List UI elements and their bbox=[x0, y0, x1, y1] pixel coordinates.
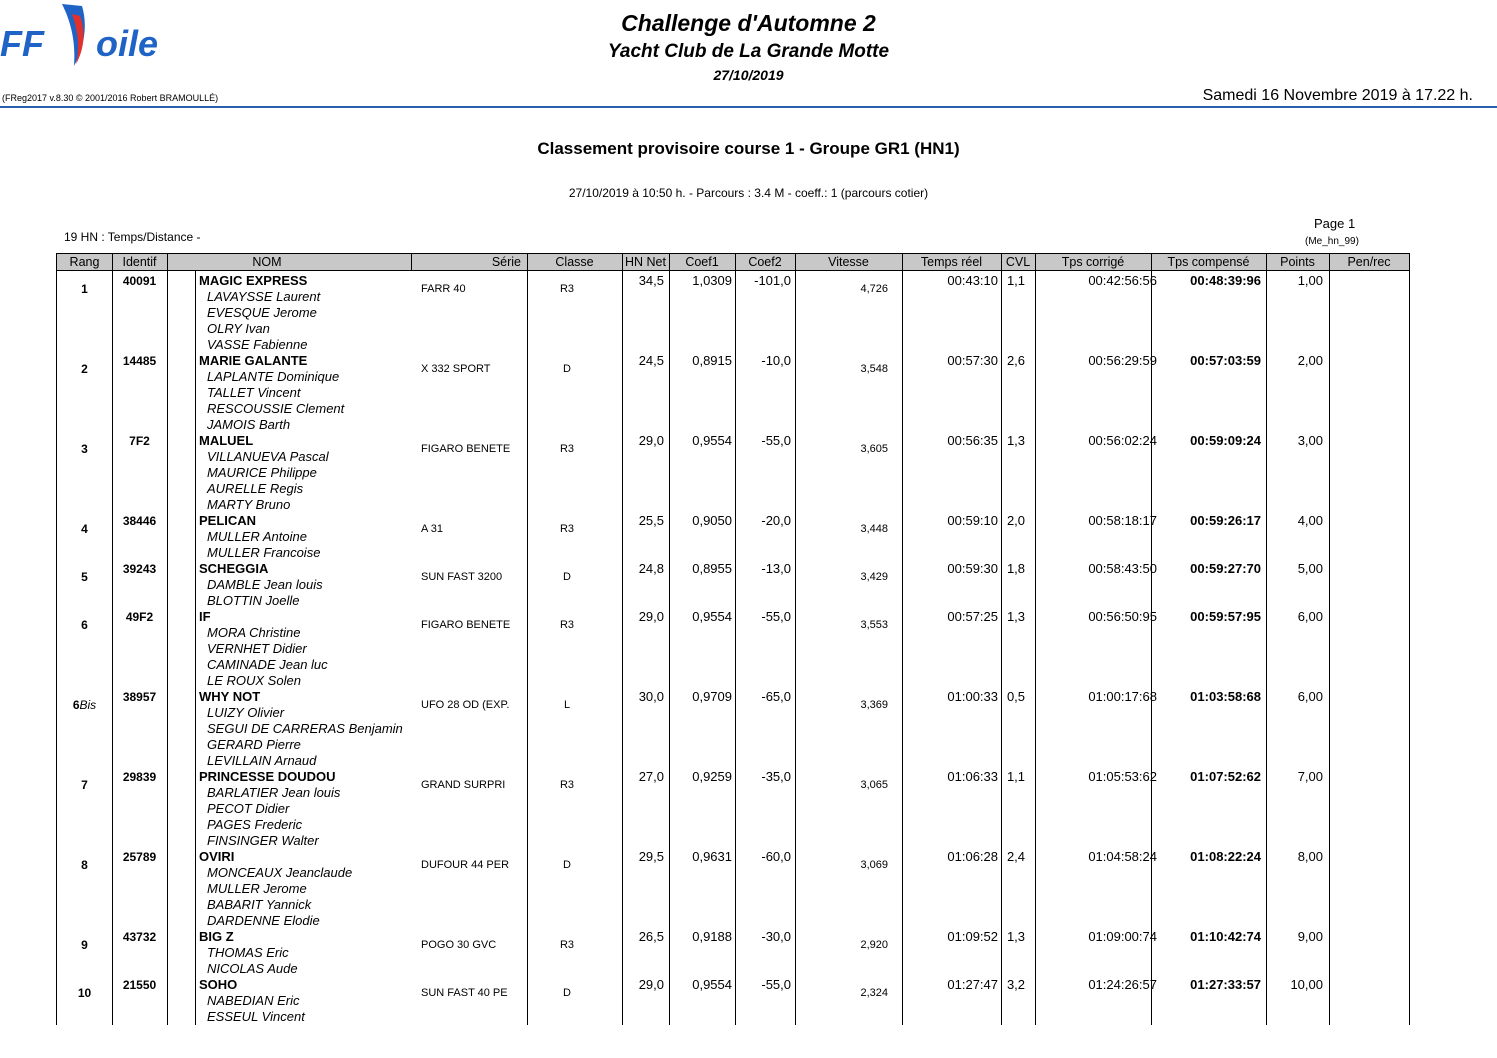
crew-member: MORA Christine bbox=[207, 625, 301, 640]
tps-compense-cell: 00:59:57:95 bbox=[1190, 609, 1261, 624]
rank-cell: 10 bbox=[77, 986, 92, 1000]
classe-cell: D bbox=[563, 859, 571, 871]
table-row bbox=[57, 513, 1409, 561]
crew-member: MARTY Bruno bbox=[207, 497, 291, 512]
header-classe: Classe bbox=[555, 255, 594, 269]
coef2-cell: -13,0 bbox=[761, 561, 791, 576]
boat-name: OVIRI bbox=[199, 849, 235, 864]
temps-reel-cell: 00:59:30 bbox=[947, 561, 998, 576]
page-reference: (Me_hn_99) bbox=[1305, 236, 1359, 247]
rank-cell: 7 bbox=[81, 778, 88, 792]
points-cell: 1,00 bbox=[1297, 273, 1323, 288]
boat-name: BIG Z bbox=[199, 929, 234, 944]
table-row bbox=[57, 273, 1409, 353]
temps-reel-cell: 01:09:52 bbox=[947, 929, 998, 944]
serie-cell: A 31 bbox=[421, 523, 444, 535]
tps-corrige-cell: 00:58:18:17 bbox=[1088, 513, 1157, 528]
header-tps-compense: Tps compensé bbox=[1167, 255, 1250, 269]
coef1-cell: 0,9188 bbox=[692, 929, 732, 944]
table-row bbox=[57, 849, 1409, 929]
hn-net-cell: 29,5 bbox=[638, 849, 664, 864]
points-cell: 8,00 bbox=[1297, 849, 1323, 864]
header-coef1: Coef1 bbox=[685, 255, 719, 269]
classe-cell: R3 bbox=[559, 939, 575, 951]
page-number: Page 1 bbox=[1314, 216, 1356, 231]
serie-cell: SUN FAST 40 PE bbox=[421, 987, 508, 999]
vitesse-cell: 3,369 bbox=[860, 699, 888, 711]
header-identif: Identif bbox=[122, 255, 157, 269]
serie-cell: SUN FAST 3200 bbox=[421, 571, 503, 583]
vitesse-cell: 2,324 bbox=[860, 987, 888, 999]
rank-cell: 4 bbox=[81, 522, 88, 536]
crew-member: BARLATIER Jean louis bbox=[207, 785, 341, 800]
tps-compense-cell: 00:59:09:24 bbox=[1190, 433, 1261, 448]
vitesse-cell: 3,605 bbox=[860, 443, 888, 455]
software-version: (FReg2017 v.8.30 © 2001/2016 Robert BRAMOULLÉ) bbox=[2, 93, 219, 103]
tps-compense-cell: 00:59:26:17 bbox=[1190, 513, 1261, 528]
crew-member: SEGUI DE CARRERAS Benjamin bbox=[207, 721, 403, 736]
rank-cell: 3 bbox=[81, 442, 88, 456]
tps-corrige-cell: 01:04:58:24 bbox=[1088, 849, 1157, 864]
header-tps-corrige: Tps corrigé bbox=[1061, 255, 1125, 269]
classe-cell: R3 bbox=[559, 523, 575, 535]
cvl-cell: 3,2 bbox=[1006, 977, 1026, 992]
points-cell: 7,00 bbox=[1297, 769, 1323, 784]
rank-cell: 9 bbox=[81, 938, 88, 952]
rank-cell: 5 bbox=[81, 570, 88, 584]
crew-member: NABEDIAN Eric bbox=[207, 993, 300, 1008]
boat-name: SCHEGGIA bbox=[199, 561, 269, 576]
points-cell: 6,00 bbox=[1297, 689, 1323, 704]
crew-member: VERNHET Didier bbox=[207, 641, 307, 656]
header-divider bbox=[0, 106, 1497, 108]
boat-name: WHY NOT bbox=[199, 689, 261, 704]
vitesse-cell: 3,069 bbox=[860, 859, 888, 871]
boat-name: MARIE GALANTE bbox=[199, 353, 308, 368]
temps-reel-cell: 00:43:10 bbox=[947, 273, 998, 288]
crew-member: JAMOIS Barth bbox=[207, 417, 291, 432]
tps-compense-cell: 00:57:03:59 bbox=[1190, 353, 1261, 368]
identif-cell: 21550 bbox=[122, 978, 157, 992]
coef1-cell: 1,0309 bbox=[692, 273, 732, 288]
crew-member: VASSE Fabienne bbox=[207, 337, 308, 352]
classe-cell: L bbox=[563, 699, 571, 711]
hn-net-cell: 24,5 bbox=[638, 353, 664, 368]
serie-cell: DUFOUR 44 PER bbox=[421, 859, 510, 871]
vitesse-cell: 3,429 bbox=[860, 571, 888, 583]
table-row bbox=[57, 977, 1409, 1025]
crew-member: PAGES Frederic bbox=[207, 817, 303, 832]
boat-name: PRINCESSE DOUDOU bbox=[199, 769, 336, 784]
crew-member: TALLET Vincent bbox=[207, 385, 301, 400]
cvl-cell: 0,5 bbox=[1006, 689, 1026, 704]
points-cell: 10,00 bbox=[1290, 977, 1323, 992]
vitesse-cell: 3,553 bbox=[860, 619, 888, 631]
tps-corrige-cell: 01:00:17:68 bbox=[1088, 689, 1157, 704]
rank-cell: 6Bis bbox=[72, 698, 97, 712]
coef1-cell: 0,9259 bbox=[692, 769, 732, 784]
tps-corrige-cell: 01:24:26:57 bbox=[1088, 977, 1157, 992]
coef1-cell: 0,8955 bbox=[692, 561, 732, 576]
crew-member: CAMINADE Jean luc bbox=[207, 657, 328, 672]
crew-member: MULLER Jerome bbox=[207, 881, 307, 896]
coef2-cell: -35,0 bbox=[761, 769, 791, 784]
temps-reel-cell: 00:57:25 bbox=[947, 609, 998, 624]
coef1-cell: 0,9050 bbox=[692, 513, 732, 528]
hn-net-cell: 34,5 bbox=[638, 273, 664, 288]
table-row bbox=[57, 353, 1409, 433]
crew-member: LUIZY Olivier bbox=[207, 705, 285, 720]
crew-member: DAMBLE Jean louis bbox=[207, 577, 323, 592]
crew-member: GERARD Pierre bbox=[207, 737, 301, 752]
hn-net-cell: 29,0 bbox=[638, 977, 664, 992]
coef2-cell: -20,0 bbox=[761, 513, 791, 528]
crew-member: AURELLE Regis bbox=[207, 481, 304, 496]
tps-corrige-cell: 00:58:43:50 bbox=[1088, 561, 1157, 576]
boat-name: IF bbox=[199, 609, 211, 624]
coef2-cell: -10,0 bbox=[761, 353, 791, 368]
results-table bbox=[56, 253, 1410, 1025]
points-cell: 5,00 bbox=[1297, 561, 1323, 576]
tps-compense-cell: 00:48:39:96 bbox=[1190, 273, 1261, 288]
identif-cell: 39243 bbox=[122, 562, 157, 576]
boat-name: MAGIC EXPRESS bbox=[199, 273, 308, 288]
boat-name: SOHO bbox=[199, 977, 238, 992]
classe-cell: D bbox=[563, 987, 571, 999]
classe-cell: R3 bbox=[559, 619, 575, 631]
classement-title: Classement provisoire course 1 - Groupe GR1 (HN1) bbox=[537, 139, 960, 158]
vitesse-cell: 4,726 bbox=[860, 283, 888, 295]
cvl-cell: 1,3 bbox=[1006, 609, 1026, 624]
crew-member: FINSINGER Walter bbox=[207, 833, 319, 848]
crew-member: LEVILLAIN Arnaud bbox=[207, 753, 317, 768]
coef1-cell: 0,9709 bbox=[692, 689, 732, 704]
coef1-cell: 0,9554 bbox=[692, 977, 732, 992]
tps-corrige-cell: 00:56:50:95 bbox=[1088, 609, 1157, 624]
temps-reel-cell: 00:57:30 bbox=[947, 353, 998, 368]
serie-cell: FARR 40 bbox=[421, 283, 466, 295]
header-temps-reel: Temps réel bbox=[920, 255, 983, 269]
coef2-cell: -65,0 bbox=[761, 689, 791, 704]
crew-member: MONCEAUX Jeanclaude bbox=[207, 865, 353, 880]
svg-text:FF: FF bbox=[0, 23, 44, 64]
table-header bbox=[57, 253, 1409, 271]
club-name: Yacht Club de La Grande Motte bbox=[607, 41, 890, 62]
points-cell: 3,00 bbox=[1297, 433, 1323, 448]
crew-member: ESSEUL Vincent bbox=[207, 1009, 305, 1024]
classe-cell: R3 bbox=[559, 779, 575, 791]
crew-member: NICOLAS Aude bbox=[207, 961, 298, 976]
crew-member: EVESQUE Jerome bbox=[207, 305, 317, 320]
coef2-cell: -60,0 bbox=[761, 849, 791, 864]
identif-cell: 14485 bbox=[122, 354, 157, 368]
header-hn-net: HN Net bbox=[625, 255, 666, 269]
serie-cell: FIGARO BENETE bbox=[421, 443, 511, 455]
coef1-cell: 0,9554 bbox=[692, 433, 732, 448]
crew-member: LE ROUX Solen bbox=[207, 673, 301, 688]
hn-net-cell: 27,0 bbox=[638, 769, 664, 784]
cvl-cell: 2,6 bbox=[1006, 353, 1026, 368]
tps-compense-cell: 01:27:33:57 bbox=[1190, 977, 1261, 992]
tps-compense-cell: 01:03:58:68 bbox=[1190, 689, 1261, 704]
header-cvl: CVL bbox=[1005, 255, 1031, 269]
header-serie: Série bbox=[491, 255, 521, 269]
crew-member: MAURICE Philippe bbox=[207, 465, 317, 480]
points-cell: 2,00 bbox=[1297, 353, 1323, 368]
identif-cell: 40091 bbox=[122, 274, 157, 288]
classement-subtitle: 27/10/2019 à 10:50 h. - Parcours : 3.4 M - coeff.: 1 (parcours cotier) bbox=[568, 186, 929, 200]
scoring-method: 19 HN : Temps/Distance - bbox=[64, 230, 201, 244]
event-date: 27/10/2019 bbox=[713, 67, 784, 83]
tps-compense-cell: 01:10:42:74 bbox=[1190, 929, 1261, 944]
temps-reel-cell: 01:06:28 bbox=[947, 849, 998, 864]
serie-cell: FIGARO BENETE bbox=[421, 619, 511, 631]
temps-reel-cell: 00:56:35 bbox=[947, 433, 998, 448]
identif-cell: 43732 bbox=[122, 930, 157, 944]
crew-member: PECOT Didier bbox=[207, 801, 290, 816]
cvl-cell: 1,3 bbox=[1006, 433, 1026, 448]
coef2-cell: -55,0 bbox=[761, 433, 791, 448]
crew-member: THOMAS Eric bbox=[207, 945, 289, 960]
crew-member: BABARIT Yannick bbox=[207, 897, 312, 912]
coef1-cell: 0,9631 bbox=[692, 849, 732, 864]
header-vitesse: Vitesse bbox=[828, 255, 869, 269]
points-cell: 9,00 bbox=[1297, 929, 1323, 944]
points-cell: 4,00 bbox=[1297, 513, 1323, 528]
tps-compense-cell: 01:08:22:24 bbox=[1190, 849, 1261, 864]
serie-cell: UFO 28 OD (EXP. bbox=[421, 699, 510, 711]
print-datetime: Samedi 16 Novembre 2019 à 17.22 h. bbox=[1202, 87, 1473, 104]
vitesse-cell: 3,448 bbox=[860, 523, 888, 535]
temps-reel-cell: 01:00:33 bbox=[947, 689, 998, 704]
header-rang: Rang bbox=[69, 255, 100, 269]
svg-text:oile: oile bbox=[96, 23, 159, 64]
identif-cell: 25789 bbox=[122, 850, 157, 864]
table-row bbox=[57, 689, 1409, 769]
table-row bbox=[57, 929, 1409, 977]
header-points: Points bbox=[1280, 255, 1315, 269]
cvl-cell: 2,0 bbox=[1006, 513, 1026, 528]
table-row bbox=[57, 561, 1409, 609]
coef1-cell: 0,8915 bbox=[692, 353, 732, 368]
identif-cell: 29839 bbox=[122, 770, 157, 784]
crew-member: DARDENNE Elodie bbox=[207, 913, 320, 928]
identif-cell: 49F2 bbox=[125, 610, 154, 624]
cvl-cell: 1,3 bbox=[1006, 929, 1026, 944]
crew-member: VILLANUEVA Pascal bbox=[207, 449, 329, 464]
cvl-cell: 1,8 bbox=[1006, 561, 1026, 576]
points-cell: 6,00 bbox=[1297, 609, 1323, 624]
coef2-cell: -30,0 bbox=[761, 929, 791, 944]
boat-name: MALUEL bbox=[199, 433, 254, 448]
hn-net-cell: 29,0 bbox=[638, 609, 664, 624]
tps-corrige-cell: 01:05:53:62 bbox=[1088, 769, 1157, 784]
cvl-cell: 2,4 bbox=[1006, 849, 1026, 864]
rank-cell: 1 bbox=[81, 282, 88, 296]
identif-cell: 38446 bbox=[122, 514, 157, 528]
identif-cell: 38957 bbox=[122, 690, 157, 704]
rank-cell: 2 bbox=[81, 362, 88, 376]
coef1-cell: 0,9554 bbox=[692, 609, 732, 624]
serie-cell: X 332 SPORT bbox=[421, 363, 491, 375]
column-divider bbox=[411, 253, 412, 271]
vitesse-cell: 3,065 bbox=[860, 779, 888, 791]
vitesse-cell: 3,548 bbox=[860, 363, 888, 375]
tps-corrige-cell: 00:56:02:24 bbox=[1088, 433, 1157, 448]
crew-member: RESCOUSSIE Clement bbox=[207, 401, 345, 416]
event-title: Challenge d'Automne 2 bbox=[621, 10, 876, 36]
tps-compense-cell: 01:07:52:62 bbox=[1190, 769, 1261, 784]
tps-compense-cell: 00:59:27:70 bbox=[1190, 561, 1261, 576]
crew-member: MULLER Francoise bbox=[207, 545, 321, 560]
table-row bbox=[57, 609, 1409, 689]
hn-net-cell: 25,5 bbox=[638, 513, 664, 528]
header-nom: NOM bbox=[252, 255, 282, 269]
hn-net-cell: 30,0 bbox=[638, 689, 664, 704]
hn-net-cell: 24,8 bbox=[638, 561, 664, 576]
coef2-cell: -55,0 bbox=[761, 977, 791, 992]
serie-cell: POGO 30 GVC bbox=[421, 939, 497, 951]
header-coef2: Coef2 bbox=[748, 255, 782, 269]
crew-member: LAVAYSSE Laurent bbox=[207, 289, 321, 304]
coef2-cell: -55,0 bbox=[761, 609, 791, 624]
classe-cell: D bbox=[563, 571, 571, 583]
cvl-cell: 1,1 bbox=[1006, 769, 1026, 784]
boat-name: PELICAN bbox=[199, 513, 257, 528]
tps-corrige-cell: 00:56:29:59 bbox=[1088, 353, 1157, 368]
hn-net-cell: 29,0 bbox=[638, 433, 664, 448]
table-row bbox=[57, 433, 1409, 513]
crew-member: MULLER Antoine bbox=[207, 529, 307, 544]
rank-cell: 8 bbox=[81, 858, 88, 872]
temps-reel-cell: 00:59:10 bbox=[947, 513, 998, 528]
tps-corrige-cell: 01:09:00:74 bbox=[1088, 929, 1157, 944]
identif-cell: 7F2 bbox=[129, 434, 150, 448]
crew-member: OLRY Ivan bbox=[207, 321, 270, 336]
hn-net-cell: 26,5 bbox=[638, 929, 664, 944]
vitesse-cell: 2,920 bbox=[860, 939, 888, 951]
classe-cell: R3 bbox=[559, 283, 575, 295]
serie-cell: GRAND SURPRI bbox=[421, 779, 506, 791]
temps-reel-cell: 01:27:47 bbox=[947, 977, 998, 992]
header-pen-rec: Pen/rec bbox=[1347, 255, 1391, 269]
rank-cell: 6 bbox=[81, 618, 88, 632]
table-row bbox=[57, 769, 1409, 849]
crew-member: LAPLANTE Dominique bbox=[207, 369, 340, 384]
classe-cell: R3 bbox=[559, 443, 575, 455]
temps-reel-cell: 01:06:33 bbox=[947, 769, 998, 784]
coef2-cell: -101,0 bbox=[754, 273, 791, 288]
classe-cell: D bbox=[563, 363, 571, 375]
tps-corrige-cell: 00:42:56:56 bbox=[1088, 273, 1157, 288]
cvl-cell: 1,1 bbox=[1006, 273, 1026, 288]
crew-member: BLOTTIN Joelle bbox=[207, 593, 300, 608]
